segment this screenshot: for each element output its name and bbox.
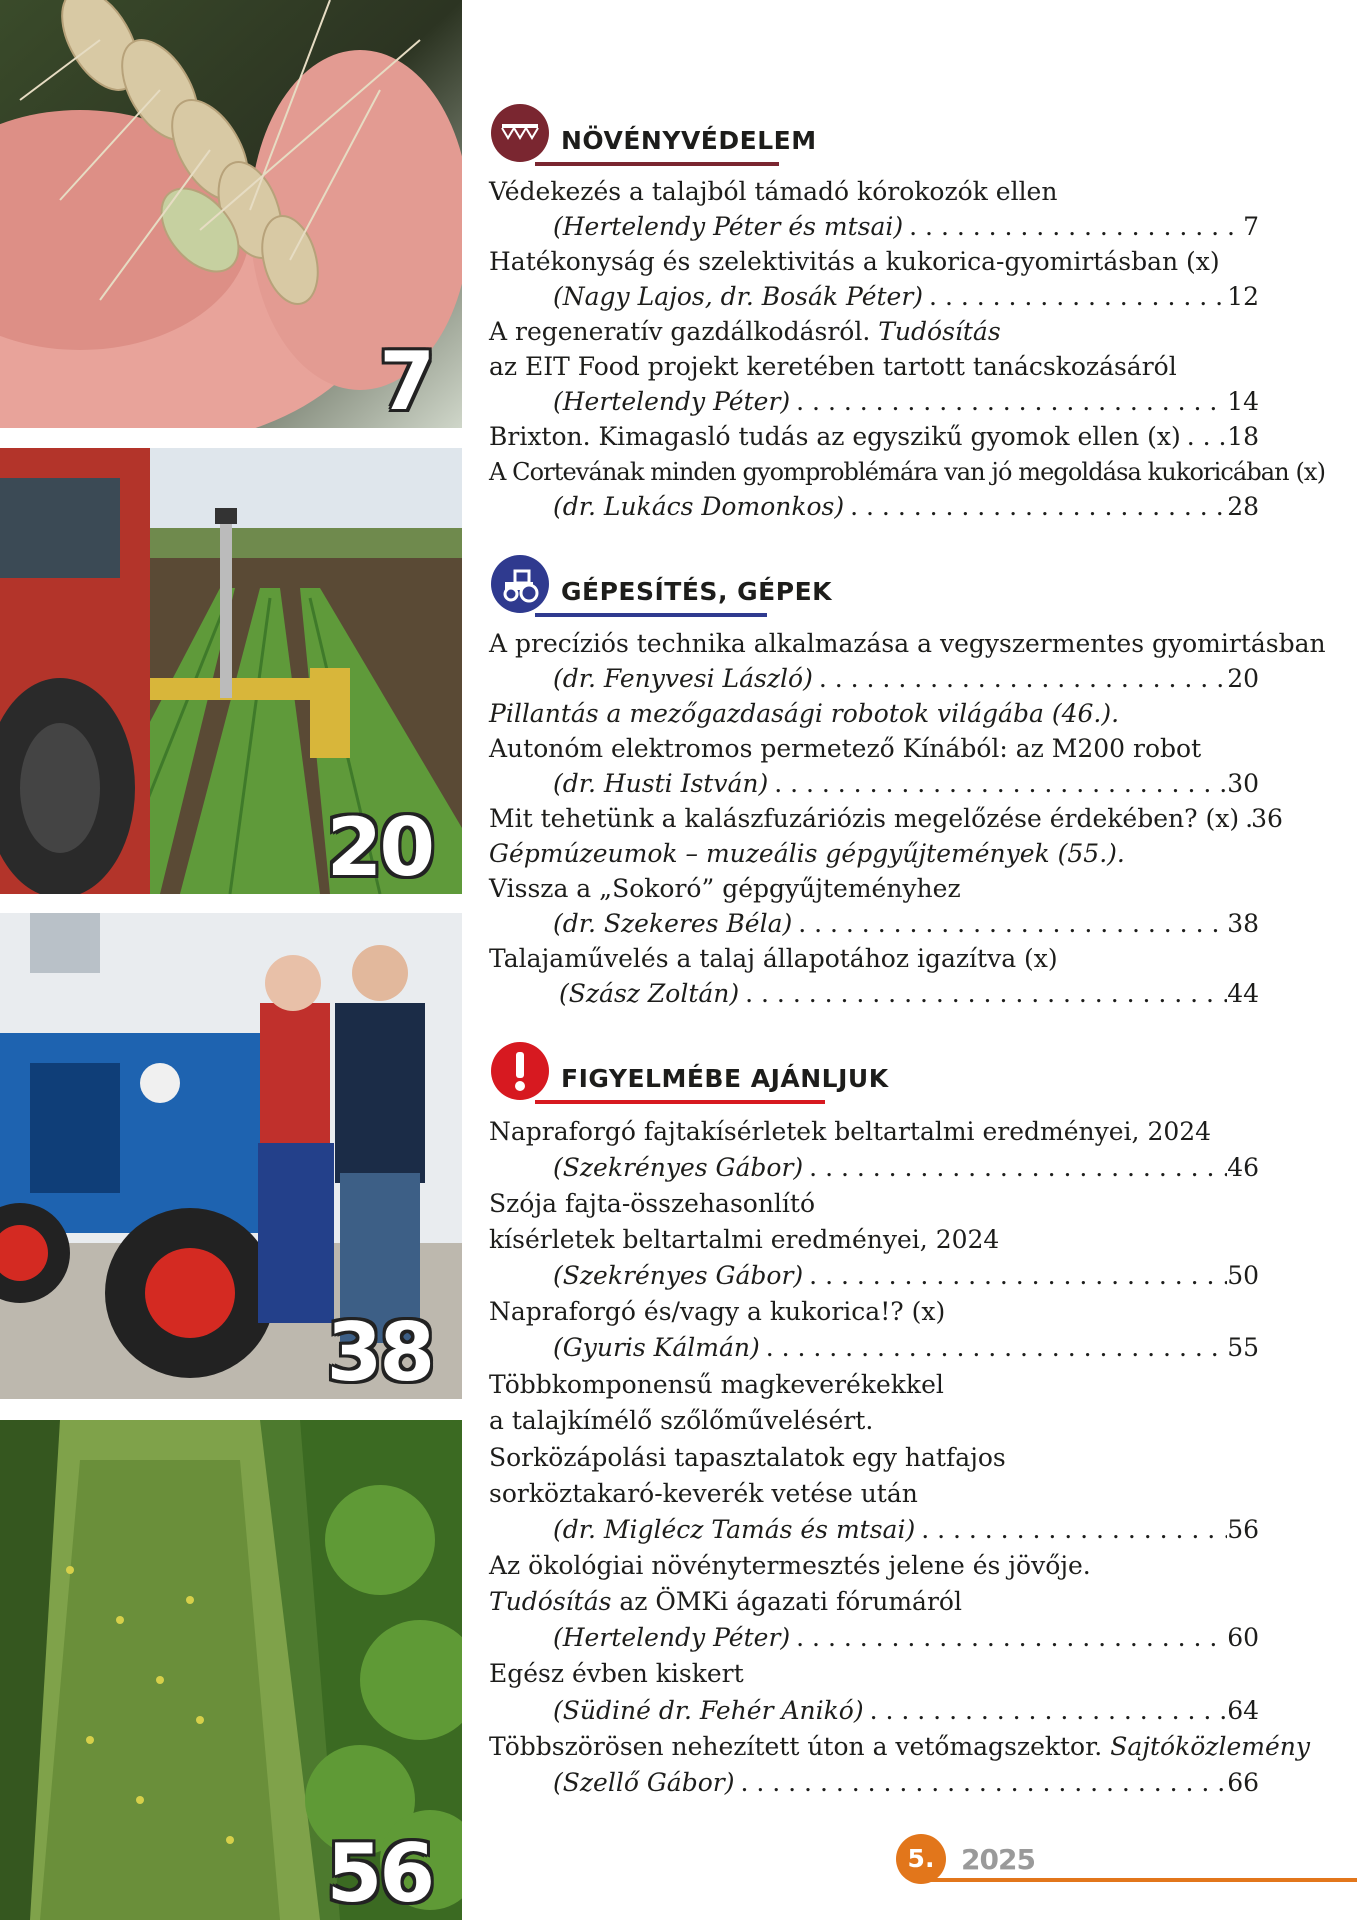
toc-author-line[interactable] — [489, 976, 1259, 1012]
toc-title-line: Hatékonyság és szelektivitás a kukorica-gyomirtásban (x) — [489, 247, 1220, 276]
toc-page-number: 7 — [1243, 212, 1259, 241]
leader-dots — [790, 384, 1227, 420]
leader-dots — [734, 1765, 1227, 1801]
toc-author-line[interactable] — [489, 1620, 1259, 1656]
leader-dots — [803, 1258, 1227, 1294]
toc-title-text: Többszörösen nehezített úton a vetőmagszektor. — [489, 1732, 1111, 1761]
leader-dots — [844, 489, 1227, 525]
photo-page-number: 7 — [379, 335, 432, 428]
section-header-novenyvedelem — [489, 104, 989, 164]
toc-page-number: 46 — [1227, 1153, 1259, 1182]
toc-author: (Nagy Lajos, dr. Bosák Péter) — [553, 282, 924, 311]
leader-dots — [803, 1150, 1227, 1186]
leader-dots — [739, 976, 1227, 1012]
toc-series-line: Gépmúzeumok – muzeális gépgyűjtemények (55.). — [489, 839, 1125, 868]
toc-title-line: az EIT Food projekt keretében tartott tanácskozásáról — [489, 352, 1177, 381]
toc-page-number: 56 — [1227, 1515, 1259, 1544]
toc-page-number: 36 — [1251, 804, 1283, 833]
toc-author: (Szellő Gábor) — [553, 1768, 735, 1797]
toc-author: (Südiné dr. Fehér Anikó) — [553, 1696, 864, 1725]
section-title: NÖVÉNYVÉDELEM — [561, 126, 817, 155]
toc-author: (dr. Husti István) — [553, 769, 769, 798]
section-header-figyelmebe — [489, 1042, 989, 1102]
toc-author: (dr. Fenyvesi László) — [553, 664, 813, 693]
toc-page-number: 60 — [1227, 1623, 1259, 1652]
toc-title-line — [489, 314, 1259, 350]
toc-title-line — [489, 1584, 1259, 1620]
toc-page-number: 66 — [1227, 1768, 1259, 1797]
toc-author-line[interactable] — [489, 489, 1259, 525]
leader-dots — [792, 906, 1227, 942]
photo-page-number: 38 — [326, 1306, 432, 1399]
leader-dots — [790, 1620, 1227, 1656]
toc-author: (Gyuris Kálmán) — [553, 1333, 760, 1362]
photo-page-number: 20 — [326, 801, 432, 894]
toc-entry-line[interactable] — [489, 801, 1283, 837]
toc-title-line: Védekezés a talajból támadó kórokozók ellen — [489, 177, 1058, 206]
toc-author-line[interactable] — [489, 1765, 1259, 1801]
toc-title-line: Talajaművelés a talaj állapotához igazítva (x) — [489, 944, 1058, 973]
toc-title-line: Egész évben kiskert — [489, 1659, 744, 1688]
leader-dots — [1181, 419, 1227, 455]
toc-title-italic: Tudósítás — [489, 1587, 612, 1616]
toc-title-line: Vissza a „Sokoró” gépgyűjteményhez — [489, 874, 961, 903]
toc-page-number: 12 — [1227, 282, 1259, 311]
toc-author-line[interactable] — [489, 279, 1259, 315]
toc-page-number: 44 — [1227, 979, 1259, 1008]
toc-title-line: a talajkímélő szőlőművelésért. — [489, 1406, 874, 1435]
toc-title-italic: Tudósítás — [878, 317, 1001, 346]
toc-page-number: 64 — [1227, 1696, 1259, 1725]
toc-author: (Hertelendy Péter és mtsai) — [553, 212, 904, 241]
toc-series-line: Pillantás a mezőgazdasági robotok világába (46.). — [489, 699, 1120, 728]
toc-author-line[interactable] — [489, 1693, 1259, 1729]
toc-title-line: sorköztakaró-keverék vetése után — [489, 1479, 918, 1508]
sprayer-icon — [491, 104, 549, 162]
toc-title-line — [489, 1729, 1310, 1765]
section-header-gepesites — [489, 555, 989, 615]
section-rule — [535, 613, 767, 617]
toc-author: (Szász Zoltán) — [559, 979, 740, 1008]
toc-author-line[interactable] — [489, 209, 1259, 245]
section-rule — [535, 162, 779, 166]
toc-title-line: A precíziós technika alkalmazása a vegyszermentes gyomirtásban — [489, 629, 1326, 658]
leader-dots — [864, 1693, 1228, 1729]
toc-page-number: 38 — [1227, 909, 1259, 938]
leader-dots — [760, 1330, 1227, 1366]
toc-page-number: 20 — [1227, 664, 1259, 693]
photo-page-number: 56 — [326, 1827, 432, 1920]
toc-page-number: 18 — [1227, 422, 1259, 451]
toc-title-line: Az ökológiai növénytermesztés jelene és jövője. — [489, 1551, 1091, 1580]
leader-dots — [1239, 801, 1251, 837]
exclamation-icon — [491, 1042, 549, 1100]
footer-rule — [930, 1878, 1357, 1882]
toc-author: (Hertelendy Péter) — [553, 387, 791, 416]
toc-author: (dr. Miglécz Tamás és mtsai) — [553, 1515, 916, 1544]
toc-page-number: 28 — [1227, 492, 1259, 521]
leader-dots — [903, 209, 1243, 245]
toc-author-line[interactable] — [489, 1512, 1259, 1548]
toc-author-line[interactable] — [489, 1150, 1259, 1186]
issue-badge: 5. — [896, 1834, 946, 1884]
photo-tractor-field — [0, 448, 462, 894]
toc-title-text: Mit tehetünk a kalászfuzáriózis megelőzése érdekében? (x) — [489, 804, 1240, 833]
toc-page-number: 50 — [1227, 1261, 1259, 1290]
toc-author: (Szekrényes Gábor) — [553, 1261, 804, 1290]
toc-title-line: Többkomponensű magkeverékekkel — [489, 1370, 944, 1399]
toc-author-line[interactable] — [489, 1330, 1259, 1366]
toc-title-line: Napraforgó fajtakísérletek beltartalmi eredményei, 2024 — [489, 1117, 1212, 1146]
leader-dots — [923, 279, 1227, 315]
section-title: FIGYELMÉBE AJÁNLJUK — [561, 1064, 889, 1093]
toc-author-line[interactable] — [489, 906, 1259, 942]
toc-title-line: Szója fajta-összehasonlító — [489, 1189, 816, 1218]
toc-title-line: A Cortevának minden gyomproblémára van jó megoldása kukoricában (x) — [489, 458, 1326, 486]
toc-author-line[interactable] — [489, 766, 1259, 802]
photo-vintage-tractor — [0, 913, 462, 1399]
section-rule — [535, 1100, 825, 1104]
issue-year: 2025 — [961, 1843, 1035, 1876]
toc-title-line: Autonóm elektromos permetező Kínából: az M200 robot — [489, 734, 1202, 763]
toc-title-italic: Sajtóközlemény — [1110, 1732, 1310, 1761]
toc-page-number: 55 — [1227, 1333, 1259, 1362]
leader-dots — [915, 1512, 1227, 1548]
toc-title-line: kísérletek beltartalmi eredményei, 2024 — [489, 1225, 1000, 1254]
toc-author: (dr. Szekeres Béla) — [553, 909, 793, 938]
section-title: GÉPESÍTÉS, GÉPEK — [561, 577, 833, 606]
toc-entry-line[interactable] — [489, 419, 1259, 455]
leader-dots — [768, 766, 1227, 802]
toc-author: (dr. Lukács Domonkos) — [553, 492, 845, 521]
toc-page-number: 30 — [1227, 769, 1259, 798]
toc-author-line[interactable] — [489, 661, 1259, 697]
photo-vineyard — [0, 1420, 462, 1920]
leader-dots — [813, 661, 1227, 697]
photo-wheat — [0, 0, 462, 428]
tractor-icon — [491, 555, 549, 613]
toc-title-line: Napraforgó és/vagy a kukorica!? (x) — [489, 1297, 946, 1326]
toc-author: (Szekrényes Gábor) — [553, 1153, 804, 1182]
toc-title-text: A regeneratív gazdálkodásról. — [489, 317, 879, 346]
toc-title-text: Brixton. Kimagasló tudás az egyszikű gyomok ellen (x) — [489, 422, 1181, 451]
toc-title-line: Sorközápolási tapasztalatok egy hatfajos — [489, 1443, 1006, 1472]
toc-author-line[interactable] — [489, 384, 1259, 420]
toc-page-number: 14 — [1227, 387, 1259, 416]
toc-title-text: az ÖMKi ágazati fórumáról — [611, 1587, 962, 1616]
toc-author: (Hertelendy Péter) — [553, 1623, 791, 1652]
toc-author-line[interactable] — [489, 1258, 1259, 1294]
